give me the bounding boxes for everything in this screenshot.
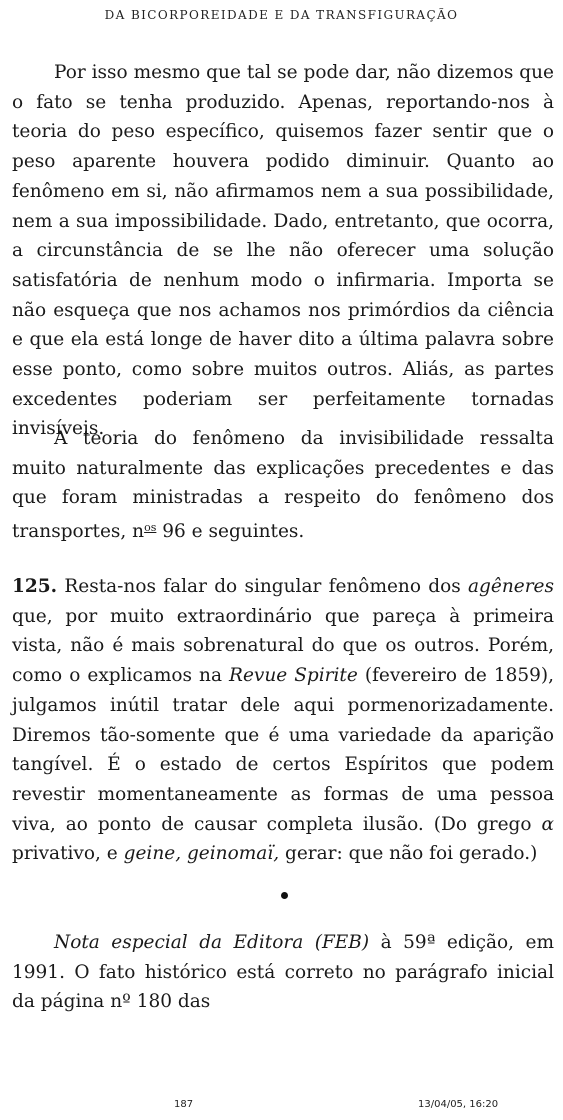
paragraph-2-text: A teoria do fenômeno da invisibilidade ressalta muito naturalmente das explicações precedentes e das que foram ministradas a respeito do fenômeno dos transportes, n [12, 428, 554, 543]
section-125 [12, 572, 554, 869]
section-text-c: (fevereiro de 1859), julgamos inútil tratar dele aqui pormenorizadamente. Diremos tão-somente que é uma variedade da aparição tangível. É o estado de certos Espíritos que podem revestir momentaneamente as formas de uma pessoa viva, ao ponto de causar completa ilusão. (Do grego [12, 665, 554, 835]
section-text-e: gerar: que não foi gerado.) [279, 843, 538, 865]
editor-note [12, 928, 554, 1017]
section-text-a: Resta-nos falar do singular fenômeno dos [57, 576, 469, 597]
editor-note-label: Nota especial da Editora (FEB) [54, 932, 370, 953]
editor-note-text: à 59ª edição, em 1991. O fato histórico está correto no parágrafo inicial da página nº 180 das [12, 932, 554, 1013]
running-head-title: DA BICORPOREIDADE E DA TRANSFIGURAÇÃO [104, 8, 459, 22]
paragraph-1-text: Por isso mesmo que tal se pode dar, não dizemos que o fato se tenha produzido. Apenas, reportando-nos à teoria do peso específico, quisemos fazer sentir que o peso aparente houvera podido diminuir. Quanto ao fenômeno em si, não afirmamos nem a sua possibilidade, nem a sua impossibilidade. Dado, entretanto, que ocorra, a circunstância de se lhe não oferecer uma solução satisfatória de nenhum modo o infirmaria. Importa se não esqueça que nos achamos nos primórdios da ciência e que ela está longe de haver dito a última palavra sobre esse ponto, como sobre muitos outros. Aliás, as partes excedentes poderiam ser perfeitamente tornadas invisíveis. [12, 62, 554, 440]
greek-terms: geine, geinomaï, [123, 843, 280, 865]
section-text-d: privativo, e [12, 843, 124, 865]
ordinal-superscript: os [144, 521, 157, 535]
paragraph-2 [12, 424, 554, 547]
journal-title: Revue Spirite [229, 665, 358, 687]
separator-bullet [281, 892, 288, 899]
term-ageneres: agêneres [468, 576, 554, 597]
greek-alpha: α [541, 813, 554, 835]
print-timestamp: 13/04/05, 16:20 [418, 1099, 499, 1110]
paragraph-2-end: 96 e seguintes. [156, 521, 305, 543]
section-text-b: que, por muito extraordinário que pareça à primeira vista, não é mais sobrenatural do que os outros. Porém, como o explicamos na [12, 605, 554, 687]
paragraph-1 [12, 58, 554, 444]
section-number: 125. [12, 576, 58, 597]
page-number: 187 [174, 1099, 194, 1110]
